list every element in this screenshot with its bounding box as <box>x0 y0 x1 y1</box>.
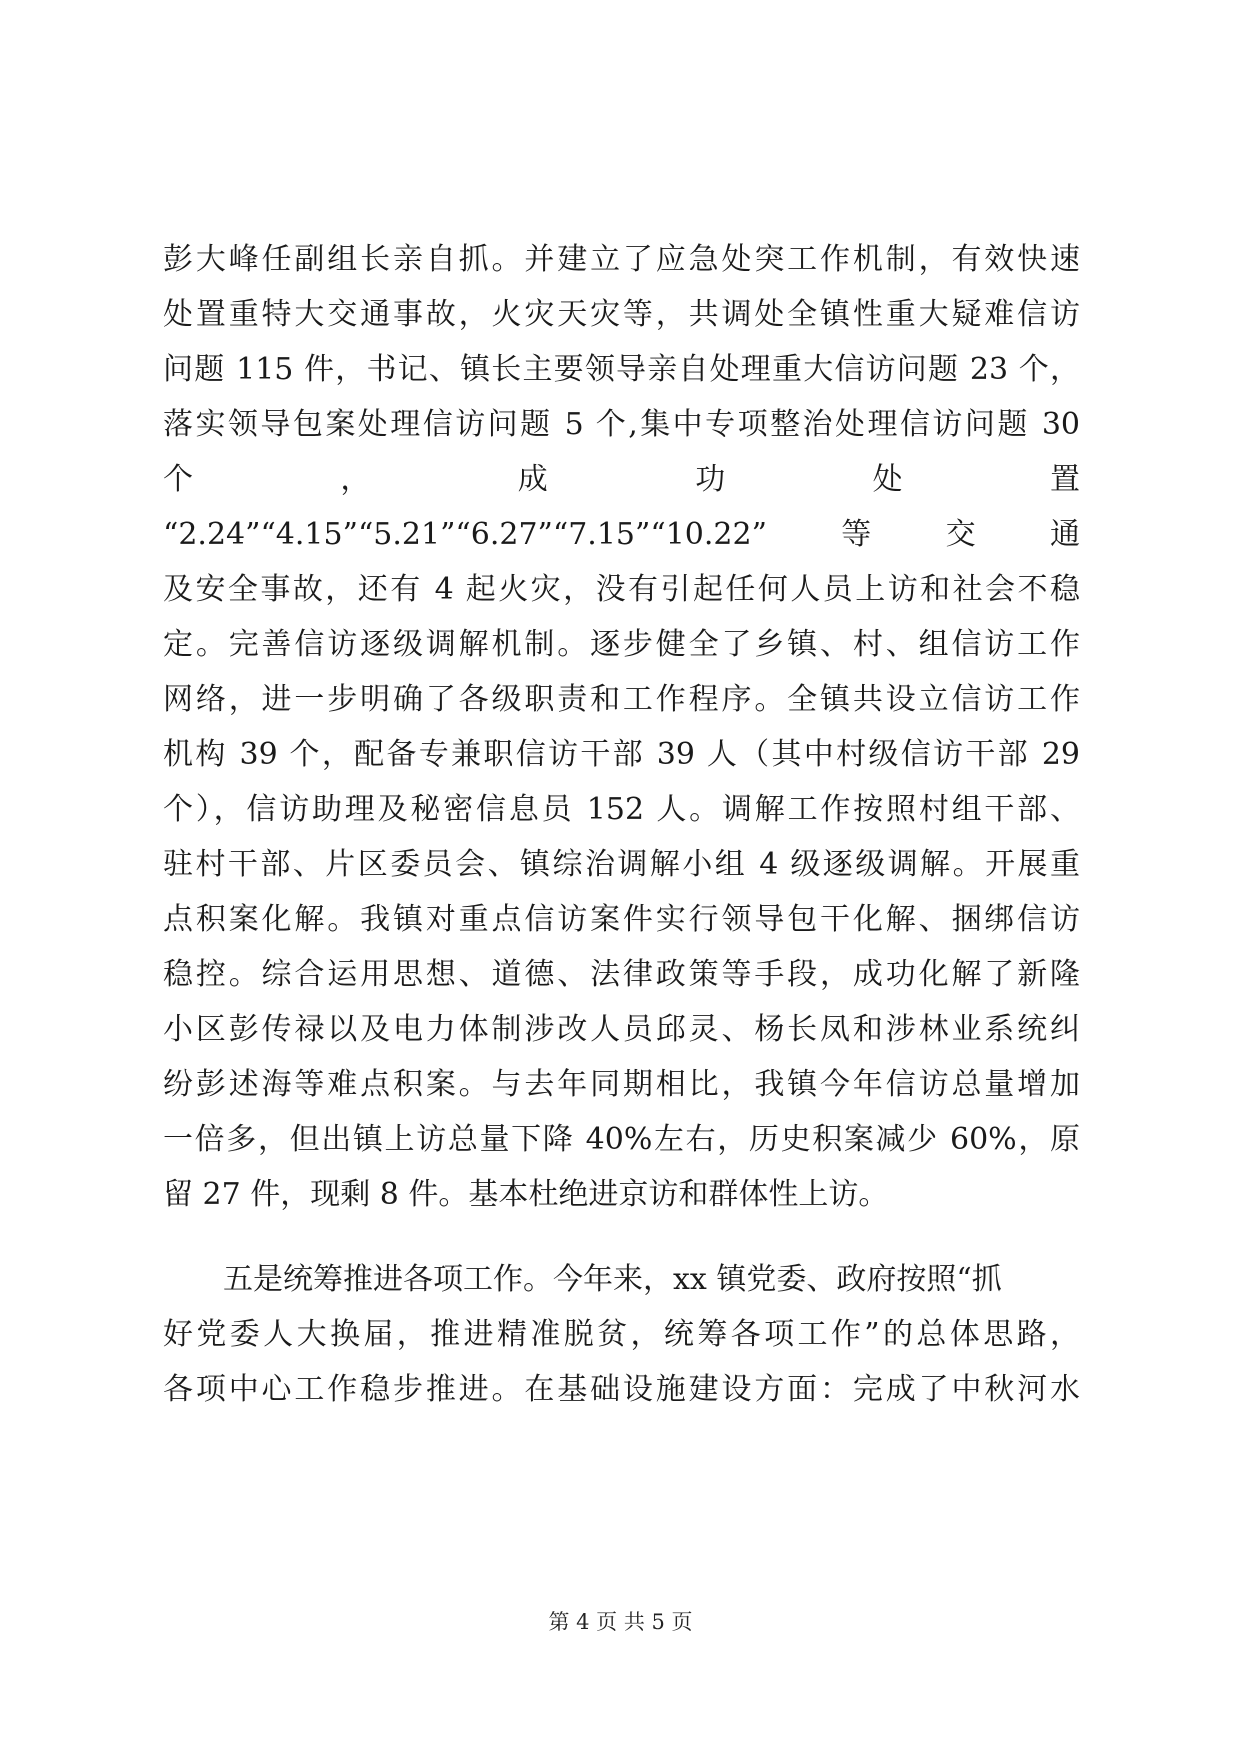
paragraph-line: 驻村干部、片区委员会、镇综治调解小组 4 级逐级调解。开展重 <box>163 847 1080 882</box>
paragraph-line: 定。完善信访逐级调解机制。逐步健全了乡镇、村、组信访工作 <box>163 627 1080 662</box>
paragraph-line: 稳控。综合运用思想、道德、法律政策等手段，成功化解了新隆 <box>163 957 1080 992</box>
paragraph-line: 个），信访助理及秘密信息员 152 人。调解工作按照村组干部、 <box>163 792 1080 827</box>
paragraph-line: 网络，进一步明确了各级职责和工作程序。全镇共设立信访工作 <box>163 682 1080 717</box>
document-body <box>163 232 1080 1417</box>
paragraph-line: 各项中心工作稳步推进。在基础设施建设方面：完成了中秋河水 <box>163 1372 1080 1407</box>
paragraph-line: 点积案化解。我镇对重点信访案件实行领导包干化解、捆绑信访 <box>163 902 1080 937</box>
paragraph-line: 问题 115 件，书记、镇长主要领导亲自处理重大信访问题 23 个， <box>163 352 1080 387</box>
paragraph-line: 彭大峰任副组长亲自抓。并建立了应急处突工作机制，有效快速 <box>163 242 1080 277</box>
paragraph-line: 个 ， 成 功 处 置 <box>163 462 1080 497</box>
paragraph-line: 五是统筹推进各项工作。今年来，xx 镇党委、政府按照“抓 <box>223 1262 1002 1297</box>
paragraph-line: 纷彭述海等难点积案。与去年同期相比，我镇今年信访总量增加 <box>163 1067 1080 1102</box>
page-footer: 第 4 页 共 5 页 <box>548 1610 693 1634</box>
paragraph-line: 及安全事故，还有 4 起火灾，没有引起任何人员上访和社会不稳 <box>163 572 1080 607</box>
paragraph-line: 落实领导包案处理信访问题 5 个,集中专项整治处理信访问题 30 <box>163 407 1080 442</box>
paragraph-line: 一倍多，但出镇上访总量下降 40%左右，历史积案减少 60%，原 <box>163 1122 1080 1157</box>
paragraph-line: 机构 39 个，配备专兼职信访干部 39 人（其中村级信访干部 29 <box>163 737 1080 772</box>
paragraph-line: 留 27 件，现剩 8 件。基本杜绝进京访和群体性上访。 <box>163 1177 889 1212</box>
paragraph-gap <box>163 1222 1080 1252</box>
paragraph-line: 小区彭传禄以及电力体制涉改人员邱灵、杨长凤和涉林业系统纠 <box>163 1012 1080 1047</box>
paragraph-line: “2.24”“4.15”“5.21”“6.27”“7.15”“10.22”等交通 <box>163 517 1080 552</box>
paragraph-line: 处置重特大交通事故，火灾天灾等，共调处全镇性重大疑难信访 <box>163 297 1080 332</box>
paragraph-line: 好党委人大换届，推进精准脱贫，统筹各项工作”的总体思路， <box>163 1317 1080 1352</box>
